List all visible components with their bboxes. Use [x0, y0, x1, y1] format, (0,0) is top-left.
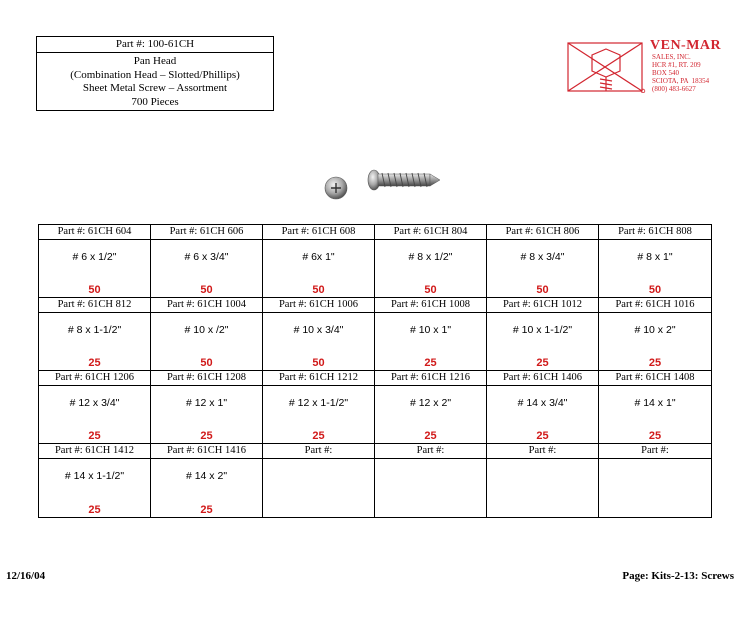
part-cell-empty [487, 444, 599, 517]
quantity: 25 [200, 430, 213, 442]
part-label: Part #: 61CH 1416 [151, 444, 262, 459]
quantity: 25 [424, 430, 437, 442]
screw-size: # 14 x 1" [634, 397, 676, 409]
part-label: Part #: [599, 444, 711, 459]
product-description [37, 53, 273, 110]
logo-address-line-3: SCIOTA, PA 18354 [652, 77, 710, 85]
quantity: 25 [312, 430, 325, 442]
screw-size: # 6x 1" [302, 251, 335, 263]
screw-image [322, 166, 442, 210]
screw-size: # 12 x 2" [409, 397, 452, 409]
quantity: 25 [88, 430, 101, 442]
quantity: 25 [200, 504, 213, 516]
part-cell [599, 225, 711, 298]
part-label: Part #: 61CH 1208 [151, 371, 262, 386]
part-cell [39, 444, 151, 517]
quantity: 50 [648, 284, 662, 296]
part-cell [487, 298, 599, 371]
quantity: 25 [88, 504, 101, 516]
ven-mar-logo [566, 38, 742, 98]
part-cell-empty [375, 444, 487, 517]
screw-size: # 6 x 1/2" [72, 251, 117, 263]
part-cell [263, 371, 375, 444]
part-cell [263, 225, 375, 298]
quantity: 25 [536, 430, 549, 442]
footer-page-label: Page: Kits-2-13: Screws [622, 570, 734, 582]
logo-address-line-2: BOX 540 [652, 69, 680, 77]
part-label: Part #: 61CH 1008 [375, 298, 486, 313]
part-number: Part #: 100-61CH [37, 37, 273, 53]
logo-phone: (800) 483-6627 [652, 85, 696, 93]
description-line-2: (Combination Head – Slotted/Phillips) [70, 68, 240, 81]
screw-size: # 14 x 2" [185, 470, 228, 482]
quantity: 50 [88, 284, 101, 296]
screw-size: # 10 x /2" [184, 324, 229, 336]
part-label: Part #: 61CH 1006 [263, 298, 374, 313]
logo-brand: VEN-MAR [650, 38, 722, 53]
part-label: Part #: 61CH 1016 [599, 298, 711, 313]
part-label: Part #: 61CH 1406 [487, 371, 598, 386]
part-cell [151, 371, 263, 444]
description-line-3: Sheet Metal Screw – Assortment [82, 82, 228, 94]
part-label: Part #: 61CH 808 [599, 225, 711, 240]
part-cell [39, 225, 151, 298]
part-cell [487, 225, 599, 298]
screw-size: # 6 x 3/4" [184, 251, 229, 263]
part-label: Part #: 61CH 1004 [151, 298, 262, 313]
screw-size: # 14 x 1-1/2" [64, 470, 125, 482]
quantity: 50 [200, 357, 213, 369]
quantity: 50 [312, 284, 325, 296]
parts-grid [38, 224, 712, 518]
part-label: Part #: 61CH 1012 [487, 298, 598, 313]
screw-size: # 8 x 1/2" [408, 251, 453, 263]
part-label: Part #: 61CH 608 [263, 225, 374, 240]
part-label: Part #: 61CH 804 [375, 225, 486, 240]
screw-size: # 10 x 3/4" [293, 324, 344, 336]
part-cell-empty [263, 444, 375, 517]
quantity: 50 [200, 284, 213, 296]
part-cell [599, 371, 711, 444]
part-cell [151, 298, 263, 371]
quantity: 25 [648, 430, 662, 442]
quantity: 25 [424, 357, 437, 369]
part-label: Part #: 61CH 806 [487, 225, 598, 240]
part-cell-empty [599, 444, 711, 517]
screw-size: # 8 x 1" [637, 251, 673, 263]
part-label: Part #: [487, 444, 598, 459]
quantity: 50 [536, 284, 549, 296]
quantity: 50 [424, 284, 437, 296]
part-label: Part #: [263, 444, 374, 459]
quantity: 50 [312, 357, 325, 369]
part-label: Part #: [375, 444, 486, 459]
quantity: 25 [88, 357, 101, 369]
description-line-1: Pan Head [133, 55, 177, 67]
part-label: Part #: 61CH 812 [39, 298, 150, 313]
screw-size: # 10 x 1" [409, 324, 452, 336]
part-cell [599, 298, 711, 371]
part-cell [375, 298, 487, 371]
part-label: Part #: 61CH 606 [151, 225, 262, 240]
screw-size: # 12 x 3/4" [69, 397, 120, 409]
part-cell [39, 298, 151, 371]
description-line-4: 700 Pieces [131, 95, 179, 108]
part-label: Part #: 61CH 1206 [39, 371, 150, 386]
part-label: Part #: 61CH 1212 [263, 371, 374, 386]
screw-size: # 12 x 1-1/2" [288, 397, 349, 409]
screw-size: # 8 x 1-1/2" [67, 324, 122, 336]
product-header-box [36, 36, 274, 111]
part-cell [375, 371, 487, 444]
part-cell [151, 444, 263, 517]
part-cell [151, 225, 263, 298]
screw-size: # 10 x 2" [634, 324, 676, 336]
logo-address [652, 53, 709, 93]
logo-company: SALES, INC. [652, 53, 691, 61]
screw-size: # 12 x 1" [185, 397, 228, 409]
part-cell [263, 298, 375, 371]
footer-date: 12/16/04 [6, 570, 46, 582]
quantity: 25 [648, 357, 662, 369]
quantity: 25 [536, 357, 549, 369]
part-label: Part #: 61CH 1216 [375, 371, 486, 386]
part-label: Part #: 61CH 604 [39, 225, 150, 240]
screw-size: # 14 x 3/4" [517, 397, 568, 409]
part-cell [375, 225, 487, 298]
logo-address-line-1: HCR #1, RT. 209 [652, 61, 701, 69]
screw-size: # 10 x 1-1/2" [512, 324, 573, 336]
part-cell [487, 371, 599, 444]
part-label: Part #: 61CH 1412 [39, 444, 150, 459]
part-cell [39, 371, 151, 444]
part-label: Part #: 61CH 1408 [599, 371, 711, 386]
bolt-logo-icon [566, 41, 646, 93]
screw-size: # 8 x 3/4" [520, 251, 565, 263]
